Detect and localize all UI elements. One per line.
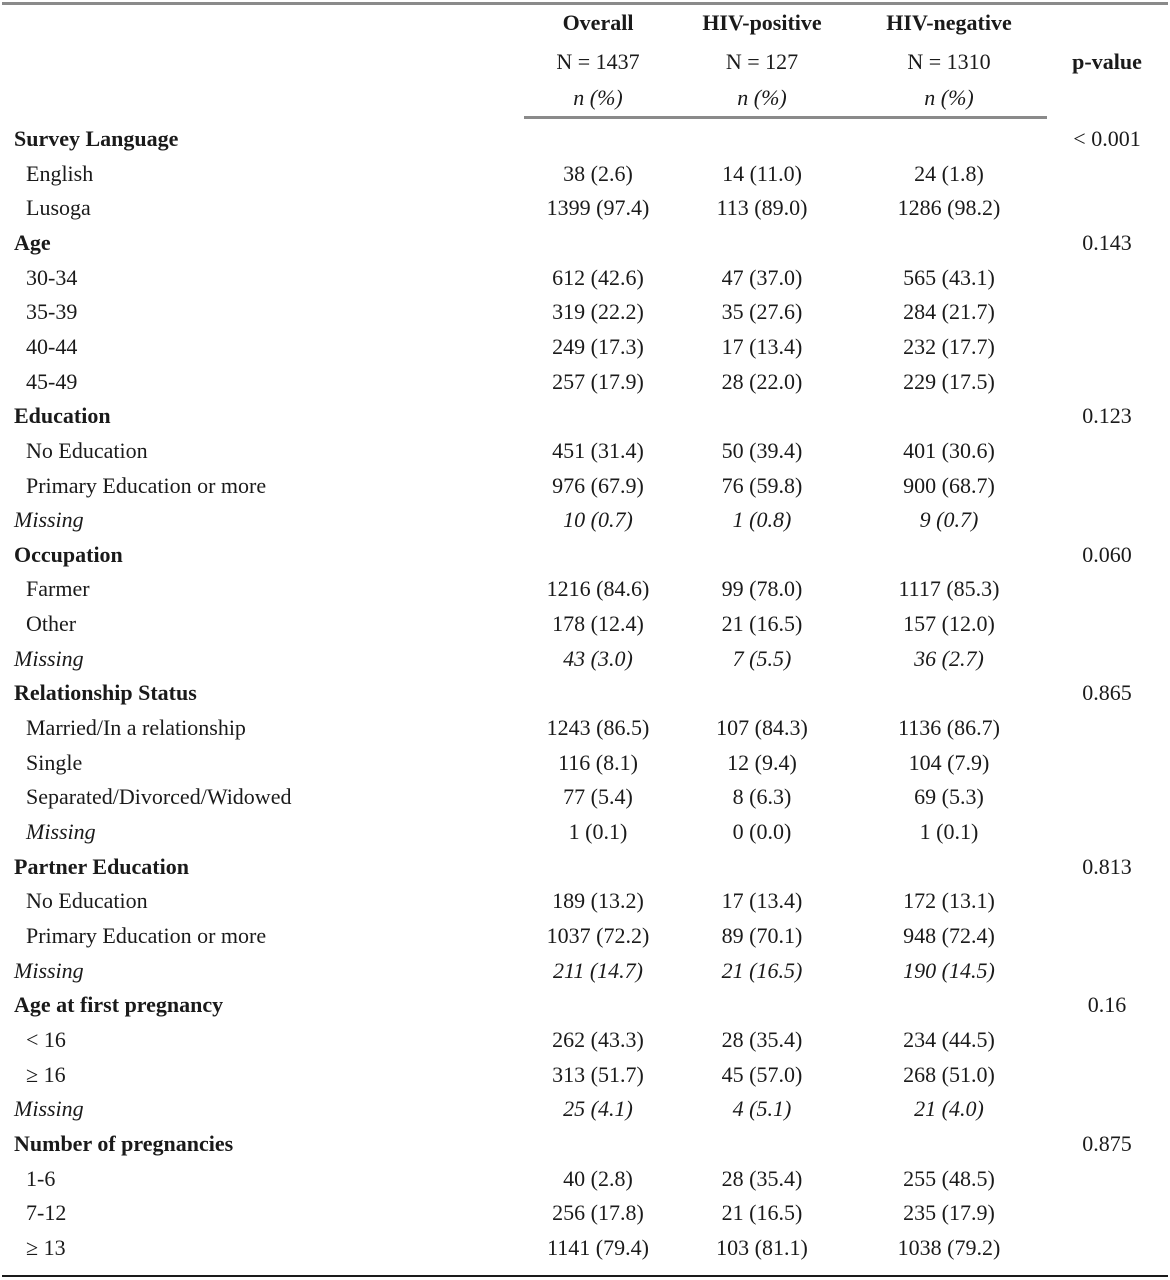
section-row: [0, 226, 1170, 260]
cell-overall: 10 (0.7): [563, 507, 633, 533]
cell-hiv-negative: 235 (17.9): [903, 1200, 995, 1226]
table-row: [0, 572, 1170, 606]
cell-overall: 178 (12.4): [552, 611, 644, 637]
cell-p-value: 0.813: [1082, 853, 1132, 879]
header-overall-n: N = 1437: [556, 49, 640, 74]
header-hiv-positive-title: HIV-positive: [702, 10, 822, 35]
header-hiv-negative-unit: n (%): [924, 85, 974, 110]
cell-p-value: 0.143: [1082, 229, 1132, 255]
table-row: [0, 607, 1170, 641]
header-overall-title: Overall: [562, 10, 634, 35]
cell-hiv-positive: 21 (16.5): [721, 1200, 803, 1226]
cell-hiv-negative: 401 (30.6): [903, 437, 995, 463]
cell-hiv-positive: 21 (16.5): [721, 957, 803, 983]
row-label: 1-6: [26, 1165, 56, 1191]
header-p-value: p-value: [1072, 49, 1142, 74]
cell-hiv-positive: 21 (16.5): [721, 611, 803, 637]
cell-overall: 43 (3.0): [563, 645, 633, 671]
table-row: [0, 1162, 1170, 1196]
cell-overall: 256 (17.8): [552, 1200, 644, 1226]
section-label: Partner Education: [14, 853, 189, 879]
cell-hiv-negative: 565 (43.1): [903, 264, 995, 290]
table-row: [0, 1092, 1170, 1126]
table-top-rule: [2, 2, 1168, 5]
cell-overall: 451 (31.4): [552, 437, 644, 463]
cell-p-value: 0.875: [1082, 1130, 1132, 1156]
row-label: Farmer: [26, 576, 90, 602]
table-row: [0, 157, 1170, 191]
cell-hiv-negative: 24 (1.8): [914, 160, 984, 186]
table-row: [0, 503, 1170, 537]
cell-hiv-negative: 36 (2.7): [914, 645, 984, 671]
cell-overall: 257 (17.9): [552, 368, 644, 394]
cell-overall: 40 (2.8): [563, 1165, 633, 1191]
row-label: 35-39: [26, 299, 78, 325]
cell-hiv-positive: 12 (9.4): [727, 749, 797, 775]
row-label: 7-12: [26, 1200, 67, 1226]
cell-hiv-negative: 284 (21.7): [903, 299, 995, 325]
row-label: Missing: [14, 645, 84, 671]
row-label: Primary Education or more: [26, 922, 267, 948]
table-row: [0, 295, 1170, 329]
row-label: Single: [26, 749, 83, 775]
row-label: Primary Education or more: [26, 472, 267, 498]
cell-hiv-positive: 4 (5.1): [732, 1096, 792, 1122]
row-label: 40-44: [26, 333, 78, 359]
table-row: [0, 954, 1170, 988]
cell-overall: 1141 (79.4): [547, 1234, 649, 1260]
cell-overall: 612 (42.6): [552, 264, 644, 290]
table-row: [0, 642, 1170, 676]
cell-hiv-positive: 8 (6.3): [732, 784, 792, 810]
section-label: Survey Language: [14, 126, 179, 151]
table-row: [0, 919, 1170, 953]
table-row: [0, 469, 1170, 503]
row-label: 45-49: [26, 368, 78, 394]
section-row: [0, 399, 1170, 433]
table-row: [0, 434, 1170, 468]
table-bottom-rule: [2, 1275, 1168, 1277]
cell-hiv-positive: 28 (35.4): [721, 1165, 803, 1191]
cell-hiv-negative: 172 (13.1): [903, 888, 995, 914]
cell-overall: 313 (51.7): [552, 1061, 644, 1087]
cell-hiv-positive: 107 (84.3): [716, 715, 808, 741]
header-sub-rule: [524, 116, 1047, 119]
cell-hiv-negative: 268 (51.0): [903, 1061, 995, 1087]
cell-hiv-negative: 104 (7.9): [908, 749, 990, 775]
table-row: [0, 815, 1170, 849]
cell-hiv-negative: 1136 (86.7): [898, 715, 1000, 741]
cell-p-value: < 0.001: [1073, 126, 1141, 151]
section-label: Relationship Status: [14, 680, 197, 706]
cell-overall: 77 (5.4): [563, 784, 633, 810]
header-hiv-positive-unit: n (%): [737, 85, 787, 110]
section-row: [0, 850, 1170, 884]
cell-hiv-negative: 229 (17.5): [903, 368, 995, 394]
cell-p-value: 0.060: [1082, 541, 1132, 567]
section-label: Education: [14, 403, 111, 429]
cell-overall: 1 (0.1): [568, 819, 628, 844]
cell-hiv-positive: 28 (22.0): [721, 368, 803, 394]
cell-hiv-positive: 50 (39.4): [721, 437, 803, 463]
cell-p-value: 0.16: [1087, 992, 1127, 1018]
table-row: [0, 1058, 1170, 1092]
cell-overall: 249 (17.3): [552, 333, 644, 359]
section-label: Age: [14, 229, 51, 255]
cell-hiv-positive: 14 (11.0): [722, 160, 802, 186]
row-label: No Education: [26, 437, 148, 463]
row-label: Missing: [14, 507, 84, 533]
table-row: [0, 191, 1170, 225]
table-row: [0, 884, 1170, 918]
cell-hiv-negative: 900 (68.7): [903, 472, 995, 498]
section-row: [0, 988, 1170, 1022]
cell-hiv-positive: 76 (59.8): [721, 472, 803, 498]
header-overall-unit: n (%): [573, 85, 623, 110]
cell-hiv-positive: 35 (27.6): [721, 299, 803, 325]
cell-hiv-positive: 47 (37.0): [721, 264, 803, 290]
table-row: [0, 365, 1170, 399]
cell-p-value: 0.865: [1082, 680, 1132, 706]
header-hiv-positive-n: N = 127: [725, 49, 799, 74]
table-row: [0, 780, 1170, 814]
cell-hiv-negative: 255 (48.5): [903, 1165, 995, 1191]
cell-hiv-negative: 9 (0.7): [919, 507, 979, 533]
cell-hiv-negative: 1286 (98.2): [897, 195, 1001, 221]
cell-hiv-negative: 1 (0.1): [919, 819, 979, 844]
table-row: [0, 1196, 1170, 1230]
row-label: ≥ 13: [26, 1234, 66, 1260]
cell-hiv-positive: 1 (0.8): [732, 507, 792, 533]
row-label: English: [26, 160, 94, 186]
cell-hiv-positive: 7 (5.5): [732, 645, 792, 671]
row-label: ≥ 16: [26, 1061, 66, 1087]
section-row: [0, 122, 1170, 156]
header-hiv-negative-n: N = 1310: [907, 49, 991, 74]
row-label: 30-34: [26, 264, 78, 290]
cell-p-value: 0.123: [1082, 403, 1132, 429]
table-row: [0, 746, 1170, 780]
cell-hiv-positive: 89 (70.1): [721, 922, 803, 948]
cell-overall: 262 (43.3): [552, 1026, 644, 1052]
cell-hiv-positive: 0 (0.0): [732, 819, 792, 844]
cell-hiv-positive: 99 (78.0): [721, 576, 803, 602]
table-row: [0, 261, 1170, 295]
row-label: No Education: [26, 888, 148, 914]
section-row: [0, 538, 1170, 572]
cell-overall: 1216 (84.6): [546, 576, 650, 602]
cell-overall: 189 (13.2): [552, 888, 644, 914]
table-row: [0, 1023, 1170, 1057]
cell-hiv-positive: 113 (89.0): [716, 195, 808, 221]
section-label: Number of pregnancies: [14, 1130, 234, 1156]
section-label: Occupation: [14, 541, 123, 567]
cell-overall: 1037 (72.2): [546, 922, 650, 948]
row-label: < 16: [26, 1026, 66, 1052]
cell-overall: 1399 (97.4): [546, 195, 650, 221]
cell-overall: 1243 (86.5): [546, 715, 650, 741]
table-row: [0, 1231, 1170, 1265]
table-row: [0, 330, 1170, 364]
cell-hiv-positive: 17 (13.4): [721, 888, 803, 914]
cell-hiv-negative: 1117 (85.3): [898, 576, 1000, 602]
cell-overall: 25 (4.1): [563, 1096, 633, 1122]
table-row: [0, 711, 1170, 745]
cell-overall: 976 (67.9): [552, 472, 644, 498]
cell-overall: 116 (8.1): [558, 749, 638, 775]
cell-hiv-positive: 28 (35.4): [721, 1026, 803, 1052]
cell-hiv-negative: 69 (5.3): [914, 784, 984, 810]
header-hiv-negative-title: HIV-negative: [886, 10, 1012, 35]
section-row: [0, 676, 1170, 710]
cell-hiv-negative: 232 (17.7): [903, 333, 995, 359]
row-label: Married/In a relationship: [26, 715, 246, 741]
row-label: Missing: [14, 957, 84, 983]
section-row: [0, 1127, 1170, 1161]
cell-hiv-positive: 103 (81.1): [716, 1234, 808, 1260]
cell-hiv-negative: 21 (4.0): [914, 1096, 984, 1122]
section-label: Age at first pregnancy: [14, 992, 224, 1018]
cell-hiv-negative: 1038 (79.2): [897, 1234, 1001, 1260]
row-label: Lusoga: [26, 195, 91, 221]
cell-overall: 319 (22.2): [552, 299, 644, 325]
row-label: Separated/Divorced/Widowed: [26, 784, 292, 810]
cell-hiv-negative: 190 (14.5): [903, 957, 995, 983]
row-label: Other: [26, 611, 77, 637]
cell-hiv-negative: 948 (72.4): [903, 922, 995, 948]
cell-hiv-negative: 157 (12.0): [903, 611, 995, 637]
cell-hiv-negative: 234 (44.5): [903, 1026, 995, 1052]
row-label: Missing: [26, 819, 96, 844]
cell-hiv-positive: 45 (57.0): [721, 1061, 803, 1087]
cell-hiv-positive: 17 (13.4): [721, 333, 803, 359]
cell-overall: 38 (2.6): [563, 160, 633, 186]
row-label: Missing: [14, 1096, 84, 1122]
cell-overall: 211 (14.7): [552, 957, 644, 983]
